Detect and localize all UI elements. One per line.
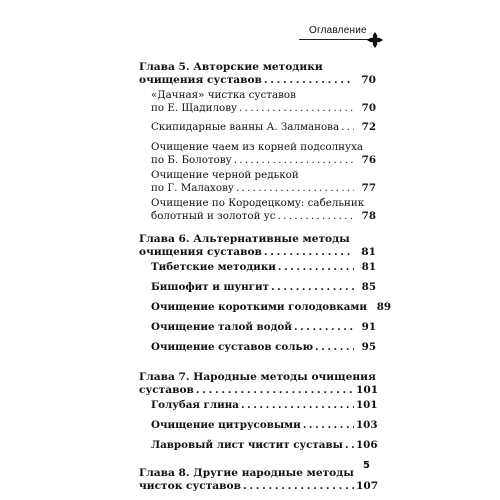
toc-entry-line xyxy=(151,196,364,210)
toc-entry-title: Голубая глина xyxy=(151,399,239,411)
toc-page-number: 77 xyxy=(361,182,376,194)
toc-page-number: 101 xyxy=(356,399,378,411)
dot-leader xyxy=(196,383,354,397)
toc-entry[interactable] xyxy=(139,479,379,493)
dot-leader xyxy=(243,479,354,493)
toc-page-number: 76 xyxy=(361,154,376,166)
dot-leader xyxy=(236,181,354,195)
toc-entry[interactable] xyxy=(151,181,376,195)
toc-entry[interactable] xyxy=(151,340,376,354)
toc-entry-line xyxy=(151,88,296,102)
toc-entry-title: Очищение по Кородецкому: сабельник xyxy=(151,197,365,209)
toc-page-number: 81 xyxy=(361,246,376,258)
toc-entry-title: Очищение талой водой xyxy=(151,321,292,333)
toc-entry-title: Тибетские методики xyxy=(151,261,276,273)
toc-page-number: 103 xyxy=(356,419,378,431)
toc-entry-line xyxy=(139,232,350,246)
dot-leader xyxy=(234,153,354,167)
toc-entry[interactable] xyxy=(151,260,376,274)
toc-entry-title: Очищение чаем из корней подсолнуха xyxy=(151,141,364,153)
toc-entry[interactable] xyxy=(151,438,376,452)
toc-page-number: 106 xyxy=(356,439,378,451)
toc-entry-title: очищения суставов xyxy=(139,74,262,86)
toc-entry-title: Глава 5. Авторские методики xyxy=(139,61,323,73)
dot-leader xyxy=(241,398,354,412)
toc-entry-line xyxy=(139,60,323,74)
toc-page-number: 70 xyxy=(361,102,376,114)
toc-entry-title: Глава 6. Альтернативные методы xyxy=(139,233,350,245)
toc-entry[interactable] xyxy=(151,320,376,334)
dot-leader xyxy=(264,245,354,259)
toc-entry-title: по Г. Малахову xyxy=(151,182,234,194)
running-header-title: Оглавление xyxy=(309,25,367,36)
page-number: 5 xyxy=(363,460,370,471)
toc-entry[interactable] xyxy=(151,153,376,167)
toc-entry-title: Скипидарные ванны А. Залманова xyxy=(151,121,340,133)
toc-entry-title: Глава 8. Другие народные методы xyxy=(139,467,354,479)
dot-leader xyxy=(345,438,354,452)
toc-entry[interactable] xyxy=(151,418,376,432)
toc-page-number: 91 xyxy=(361,321,376,333)
toc-entry-title: болотный и золотой ус xyxy=(151,210,276,222)
toc-entry-title: Очищение цитрусовыми xyxy=(151,419,301,431)
dot-leader xyxy=(341,120,354,134)
toc-entry-title: суставов xyxy=(139,384,194,396)
toc-entry-title: очищения суставов xyxy=(139,246,262,258)
toc-entry-title: «Дачная» чистка суставов xyxy=(151,89,296,101)
toc-page-number: 107 xyxy=(356,480,379,492)
toc-entry-title: Глава 7. Народные методы очищения xyxy=(139,371,376,383)
dot-leader xyxy=(271,280,354,294)
toc-entry-line xyxy=(139,370,376,384)
toc-entry[interactable] xyxy=(151,280,376,294)
dot-leader xyxy=(294,320,354,334)
toc-entry[interactable] xyxy=(151,209,376,223)
toc-page-number: 72 xyxy=(361,121,376,133)
toc-entry-title: Лавровый лист чистит суставы xyxy=(151,439,343,451)
toc-entry-title: по Е. Щадилову xyxy=(151,102,238,114)
toc-entry-title: чисток суставов xyxy=(139,480,241,492)
dot-leader xyxy=(239,101,354,115)
toc-entry-title: по Б. Болотову xyxy=(151,154,232,166)
toc-entry[interactable] xyxy=(151,101,376,115)
toc-entry[interactable] xyxy=(139,73,376,87)
toc-page-number: 78 xyxy=(361,210,376,222)
toc-page-number: 101 xyxy=(356,384,379,396)
dot-leader xyxy=(303,418,354,432)
toc-entry-line xyxy=(139,466,354,480)
dot-leader xyxy=(278,260,354,274)
toc-entry[interactable] xyxy=(151,120,376,134)
toc-page-number: 89 xyxy=(376,301,392,313)
toc-entry-title: Очищение черной редькой xyxy=(151,169,299,181)
toc-page-number: 95 xyxy=(361,341,376,353)
toc-entry[interactable] xyxy=(151,398,376,412)
toc-page-number: 85 xyxy=(361,281,376,293)
toc-entry-title: Очищение короткими голодовками xyxy=(151,301,368,313)
toc-entry-title: Бишофит и шунгит xyxy=(151,281,270,293)
dot-leader xyxy=(264,73,354,87)
toc-entry-line xyxy=(151,168,299,182)
toc-entry-title: Очищение суставов солью xyxy=(151,341,314,353)
toc-entry[interactable] xyxy=(139,383,379,397)
toc-page-number: 81 xyxy=(361,261,376,273)
toc-entry[interactable] xyxy=(139,245,376,259)
toc-entry-line xyxy=(151,140,363,154)
toc-entry[interactable] xyxy=(151,300,392,314)
toc-page-number: 70 xyxy=(361,74,376,86)
dot-leader xyxy=(278,209,354,223)
dot-leader xyxy=(315,340,354,354)
